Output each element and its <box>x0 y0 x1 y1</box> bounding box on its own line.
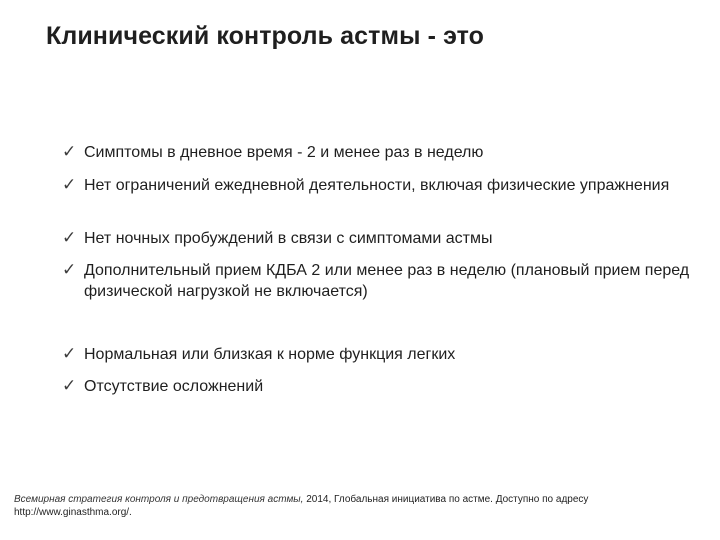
citation-title: Всемирная стратегия контроля и предотвращения астмы, <box>14 494 304 505</box>
slide-title: Клинический контроль астмы - это <box>46 22 485 50</box>
list-item <box>62 142 692 163</box>
list-item-text: Дополнительный прием КДБА 2 или менее раз в неделю (плановый прием перед физической нагрузкой не включается) <box>84 262 690 300</box>
list-item <box>62 376 692 397</box>
checkmark-icon: ✓ <box>62 376 77 396</box>
list-item-text: Симптомы в дневное время - 2 и менее раз в неделю <box>84 144 484 161</box>
checkmark-icon: ✓ <box>62 142 77 162</box>
footer-citation <box>14 493 674 519</box>
checkmark-icon: ✓ <box>62 344 77 364</box>
list-item <box>62 228 692 249</box>
checkmark-icon: ✓ <box>62 228 77 248</box>
list-item <box>62 175 692 196</box>
checkmark-icon: ✓ <box>62 175 77 195</box>
list-item <box>62 260 692 302</box>
list-item-text: Нет ограничений ежедневной деятельности, включая физические упражнения <box>84 177 670 194</box>
list-item <box>62 344 692 365</box>
list-item-text: Нормальная или близкая к норме функция легких <box>84 346 456 363</box>
list-item-text: Нет ночных пробуждений в связи с симптомами астмы <box>84 230 493 247</box>
checkmark-icon: ✓ <box>62 260 77 280</box>
list-item-text: Отсутствие осложнений <box>84 378 264 395</box>
citation-details: 2014, Глобальная инициатива по астме. Доступно по адресу http://www.ginasthma.org/. <box>14 494 589 518</box>
